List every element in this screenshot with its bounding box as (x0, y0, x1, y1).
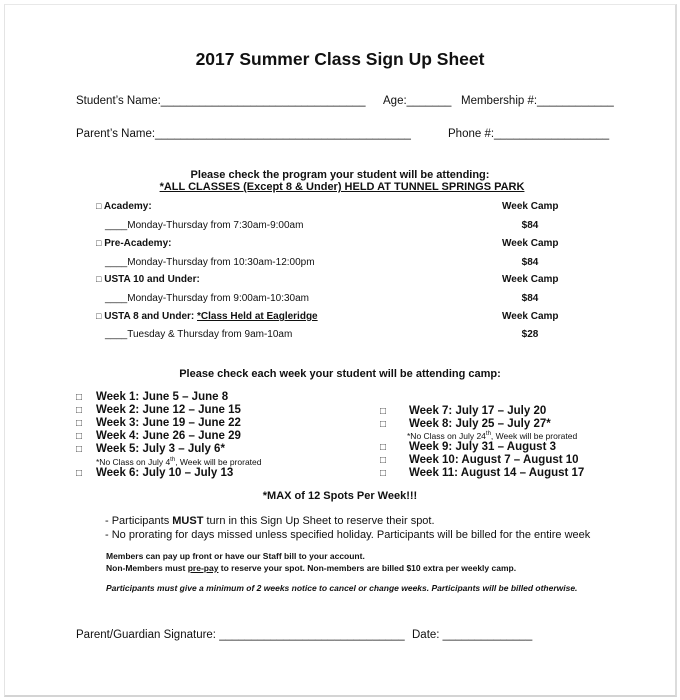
program-usta-10[interactable] (96, 274, 200, 285)
program-pre-academy[interactable] (96, 238, 171, 249)
week-8-note: *No Class on July 24th, Week will be prorated (407, 431, 578, 441)
program-price: $28 (521, 329, 539, 340)
week-5-note: *No Class on July 4th, Week will be prorated (96, 457, 262, 467)
program-schedule[interactable]: ____Monday-Thursday from 9:00am-10:30am (105, 293, 309, 304)
program-price: $84 (521, 220, 539, 231)
price-label: Week Camp (502, 311, 559, 322)
checkbox-icon[interactable]: □ (96, 201, 102, 211)
week-11: Week 11: August 14 – August 17 (409, 467, 585, 479)
checkbox-icon[interactable]: □ (380, 468, 387, 479)
page-title: 2017 Summer Class Sign Up Sheet (195, 49, 485, 69)
program-heading: Please check the program your student will be attending: (190, 169, 490, 181)
program-price: $84 (521, 257, 539, 268)
week-5: Week 5: July 3 – July 6* (96, 443, 225, 455)
checkbox-icon[interactable]: □ (380, 419, 387, 430)
program-location-note: *ALL CLASSES (Except 8 & Under) HELD AT TUNNEL SPRINGS PARK (159, 181, 525, 193)
checkbox-icon[interactable]: □ (76, 431, 83, 442)
max-spots-notice: *MAX of 12 Spots Per Week!!! (262, 490, 418, 502)
weeks-heading: Please check each week your student will be attending camp: (179, 368, 501, 380)
checkbox-icon[interactable]: □ (76, 405, 83, 416)
program-schedule[interactable]: ____Monday-Thursday from 7:30am-9:00am (105, 220, 304, 231)
program-academy[interactable] (96, 201, 152, 212)
price-label: Week Camp (502, 201, 559, 212)
checkbox-icon[interactable]: □ (76, 468, 83, 479)
program-name: Pre-Academy: (104, 238, 172, 249)
checkbox-icon[interactable]: □ (380, 406, 387, 417)
week-6: Week 6: July 10 – July 13 (96, 467, 234, 479)
price-label: Week Camp (502, 274, 559, 285)
members-billing: Members can pay up front or have our Staff bill to your account. (106, 551, 365, 561)
week-2: Week 2: June 12 – June 15 (96, 404, 241, 416)
rule-no-prorating: - No prorating for days missed unless specified holiday. Participants will be billed for the entire week (105, 529, 591, 541)
week-8: Week 8: July 25 – July 27* (409, 418, 551, 430)
checkbox-icon[interactable]: □ (96, 311, 102, 321)
parent-name-field[interactable]: Parent’s Name:________________________________________ (76, 128, 411, 140)
program-usta-8[interactable] (96, 311, 318, 322)
week-1: Week 1: June 5 – June 8 (96, 391, 229, 403)
program-price: $84 (521, 293, 539, 304)
date-field[interactable]: Date: ______________ (412, 629, 533, 641)
age-field[interactable]: Age:_______ (383, 95, 452, 107)
checkbox-icon[interactable]: □ (76, 418, 83, 429)
week-7: Week 7: July 17 – July 20 (409, 405, 547, 417)
signature-field[interactable]: Parent/Guardian Signature: _____________________________ (76, 629, 405, 641)
program-name: USTA 8 and Under: (104, 311, 195, 322)
program-location-note: *Class Held at Eagleridge (197, 311, 318, 322)
membership-field[interactable]: Membership #:____________ (461, 95, 614, 107)
phone-field[interactable]: Phone #:__________________ (448, 128, 610, 140)
program-schedule[interactable]: ____Tuesday & Thursday from 9am-10am (105, 329, 293, 340)
week-10: Week 10: August 7 – August 10 (409, 454, 579, 466)
checkbox-icon[interactable]: □ (76, 392, 83, 403)
student-name-field[interactable]: Student’s Name:________________________________ (76, 95, 366, 107)
week-4: Week 4: June 26 – June 29 (96, 430, 241, 442)
nonmembers-billing: Non-Members must pre-pay to reserve your spot. Non-members are billed $10 extra per weekly camp. (106, 563, 517, 573)
program-name: Academy: (103, 201, 152, 212)
checkbox-icon[interactable]: □ (380, 442, 387, 453)
checkbox-icon[interactable]: □ (96, 238, 102, 248)
document-page (4, 4, 677, 697)
cancel-policy: Participants must give a minimum of 2 weeks notice to cancel or change weeks. Participants will be billed otherwise. (106, 583, 578, 593)
rule-must-turn-in: - Participants MUST turn in this Sign Up Sheet to reserve their spot. (105, 515, 435, 527)
program-schedule[interactable]: ____Monday-Thursday from 10:30am-12:00pm (105, 257, 315, 268)
program-name: USTA 10 and Under: (104, 274, 200, 285)
checkbox-icon[interactable]: □ (96, 274, 102, 284)
checkbox-icon[interactable]: □ (380, 455, 387, 466)
week-9: Week 9: July 31 – August 3 (409, 441, 557, 453)
week-3: Week 3: June 19 – June 22 (96, 417, 241, 429)
price-label: Week Camp (502, 238, 559, 249)
checkbox-icon[interactable]: □ (76, 444, 83, 455)
